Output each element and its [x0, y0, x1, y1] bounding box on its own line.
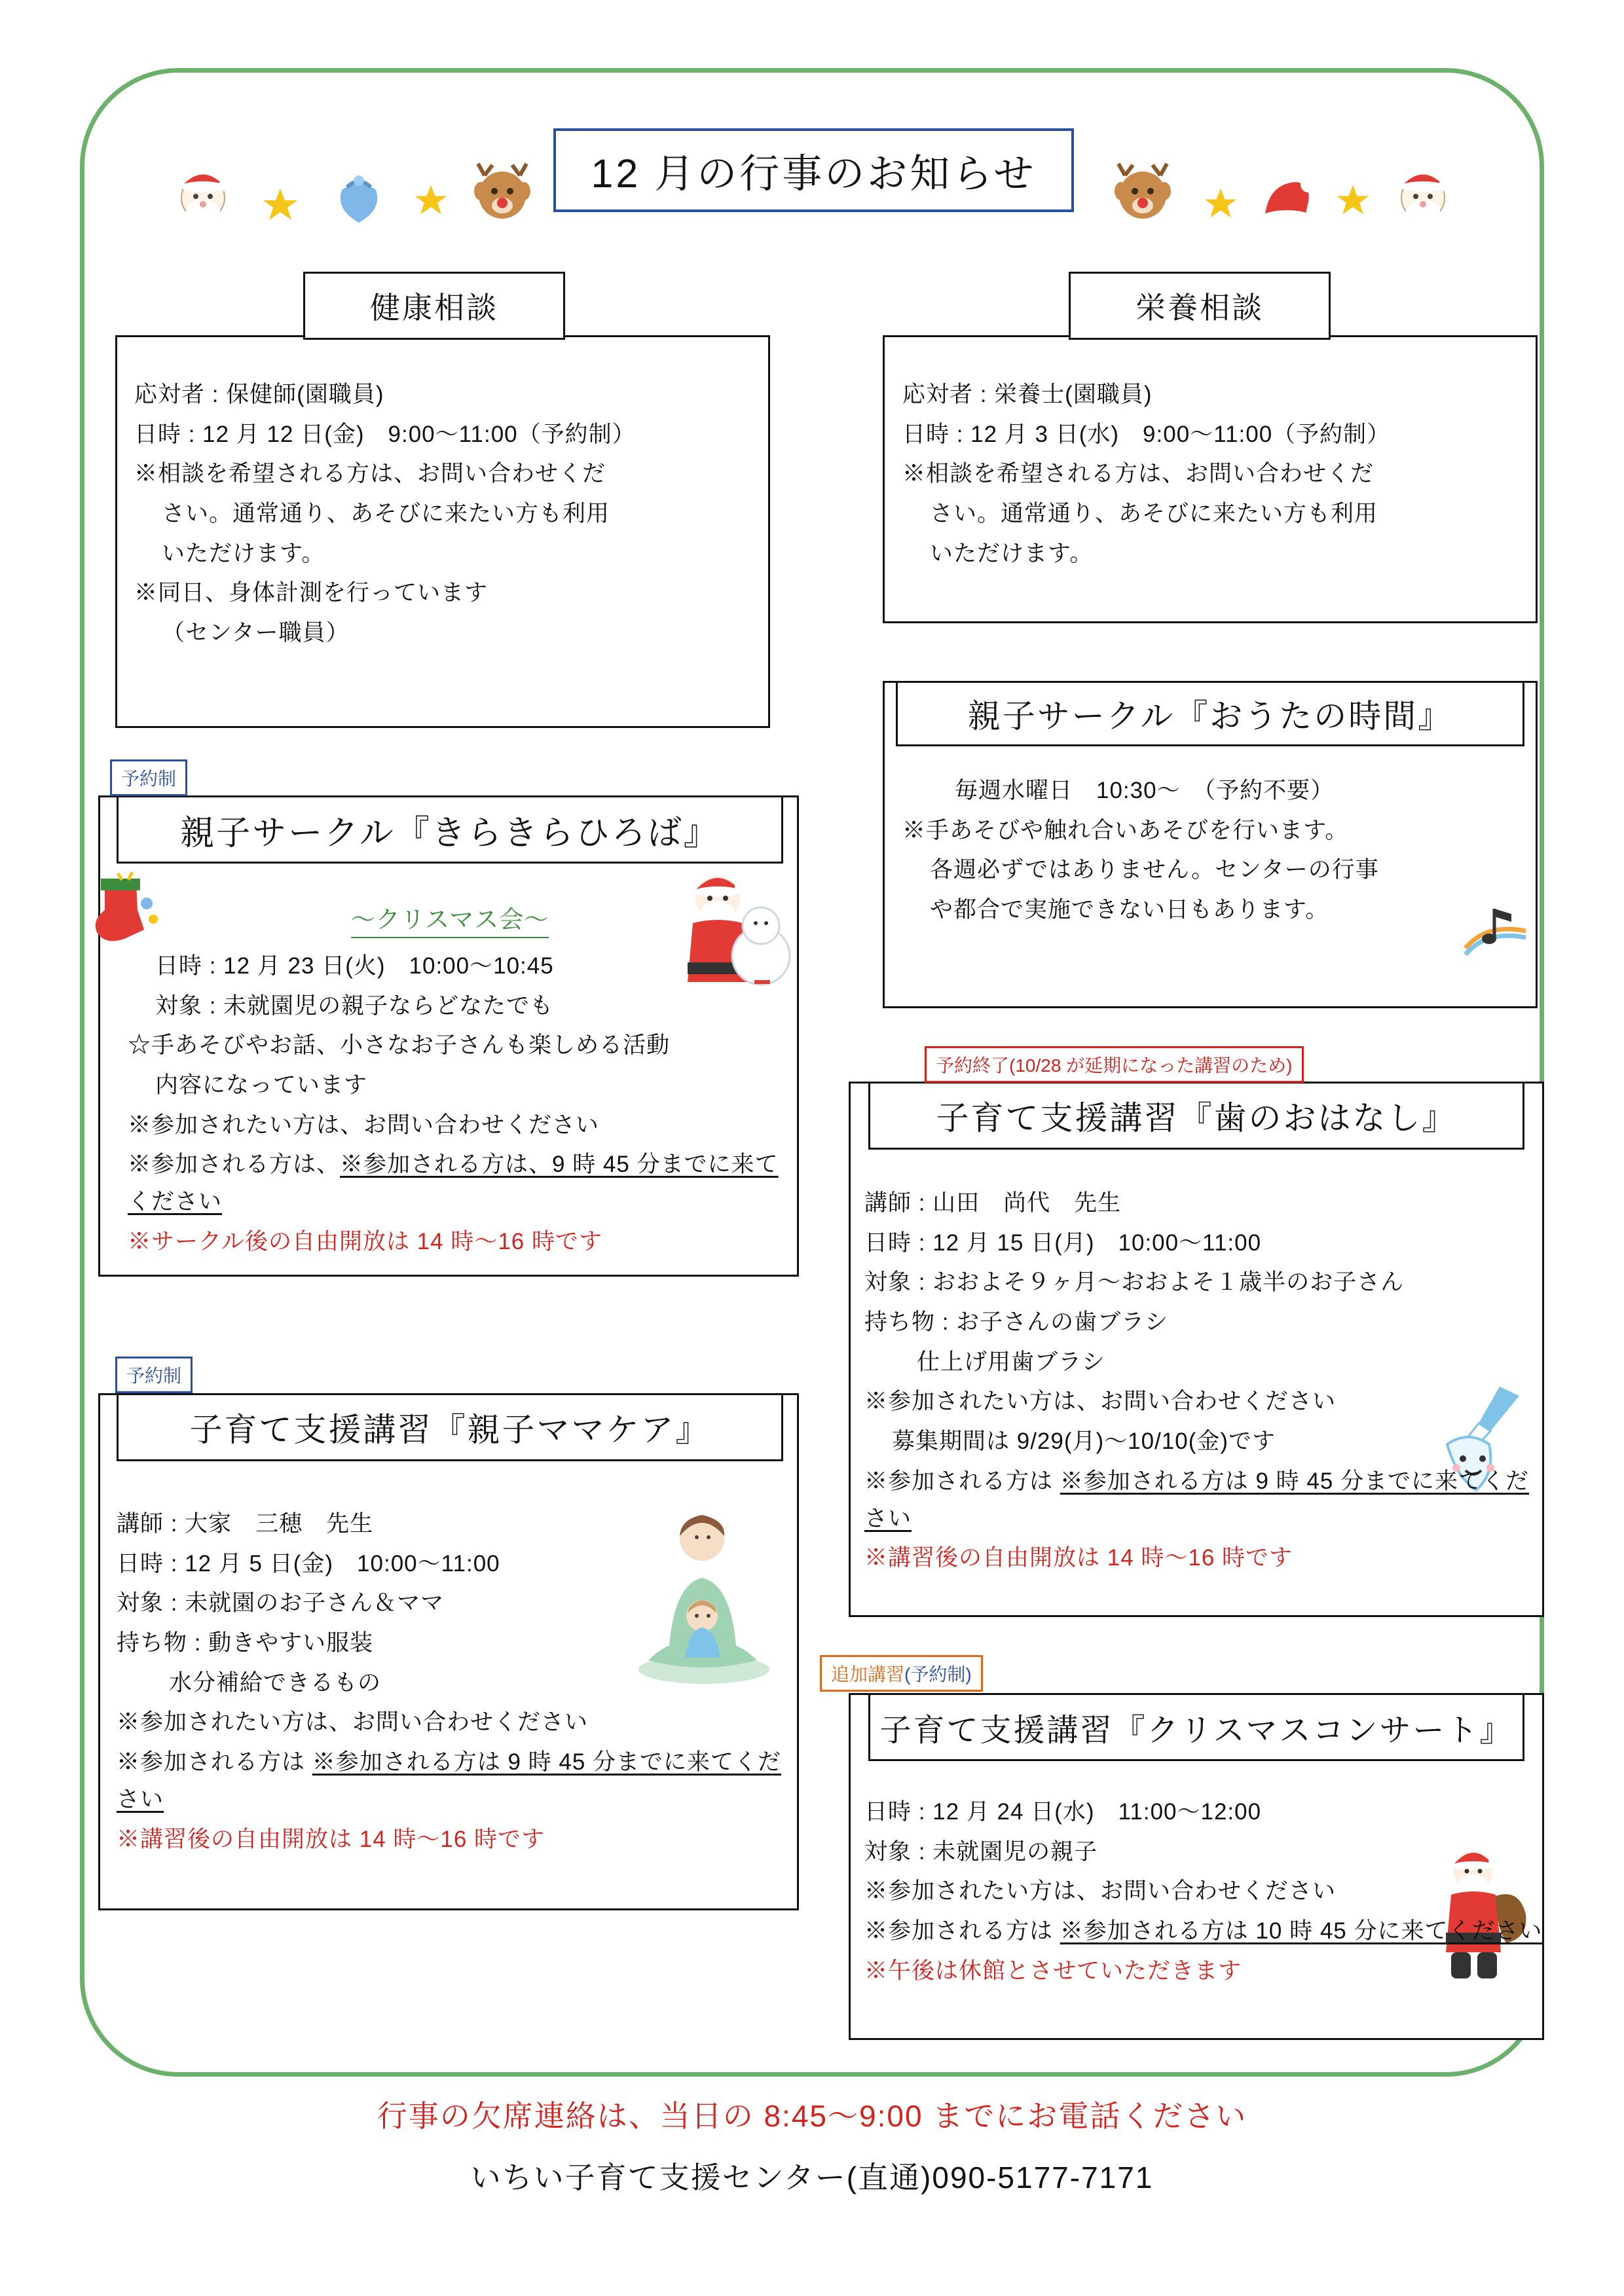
- kirakira-line-7: ※サークル後の自由開放は 14 時～16 時です: [128, 1228, 602, 1254]
- teeth-line-3: 対象 : おおよそ９ヶ月～おおよそ１歳半のお子さん: [864, 1269, 1405, 1296]
- mamacare-reservation-tag: [115, 1357, 193, 1393]
- nutrition-line-4: さい。通常通り、あそびに来たい方も利用: [930, 501, 1378, 527]
- teeth-course-header: [868, 1082, 1524, 1150]
- kirakira-line-6-underline: ※参加される方は、9 時 45 分までに来てください: [128, 1152, 779, 1215]
- teeth-line-5: 仕上げ用歯ブラシ: [917, 1349, 1106, 1375]
- song-circle-line-1: 毎週水曜日 10:30～ （予約不要）: [955, 778, 1335, 803]
- teeth-line-6: ※参加されたい方は、お問い合わせください: [864, 1389, 1337, 1415]
- reindeer-icon-right: [1107, 157, 1179, 229]
- mamacare-line-7: ※参加される方は ※参加される方は 9 時 45 分までに来てください: [117, 1749, 782, 1812]
- kirakira-line-4: 内容になっています: [155, 1072, 368, 1099]
- star-icon-4: [1336, 183, 1370, 217]
- kirakira-line-6: ※参加される方は、※参加される方は、9 時 45 分までに来てください: [128, 1152, 779, 1215]
- nutrition-consultation-header: [1069, 272, 1331, 340]
- health-consultation-title: 健康相談: [370, 291, 498, 325]
- kirakira-line-1: 日時 : 12 月 23 日(火) 10:00～10:45: [155, 953, 554, 979]
- santa-icon-left: [167, 157, 239, 229]
- teeth-line-7: 募集期間は 9/29(月)～10/10(金)です: [892, 1429, 1276, 1455]
- teeth-course-status-tag: [925, 1046, 1304, 1083]
- teeth-course-title: 子育て支援講習『歯のおはなし』: [936, 1100, 1457, 1137]
- health-line-7: （センター職員）: [162, 620, 350, 646]
- kirakira-circle-header: [117, 795, 783, 864]
- footer-absence-notice: 行事の欠席連絡は、当日の 8:45～9:00 までにお電話ください: [377, 2099, 1247, 2133]
- star-icon-3: [1204, 187, 1238, 221]
- kirakira-line-5: ※参加されたい方は、お問い合わせください: [128, 1112, 600, 1138]
- song-circle-title: 親子サークル『おうたの時間』: [967, 698, 1453, 735]
- santa-icon-right: [1387, 157, 1459, 229]
- kirakira-line-2: 対象 : 未就園児の親子ならどなたでも: [155, 993, 554, 1019]
- page-title-text: 12 月の行事のお知らせ: [591, 151, 1037, 196]
- star-icon-2: [414, 183, 448, 217]
- kirakira-tag-text: 予約制: [121, 769, 177, 789]
- teeth-course-body: [864, 1185, 1545, 1580]
- mamacare-line-8: ※講習後の自由開放は 14 時～16 時です: [117, 1826, 545, 1852]
- page-title: [553, 128, 1074, 212]
- mamacare-line-4: 持ち物 : 動きやすい服装: [117, 1630, 374, 1656]
- mamacare-course-body: [117, 1506, 791, 1861]
- health-line-4: さい。通常通り、あそびに来たい方も利用: [162, 501, 610, 527]
- song-circle-line-2: ※手あそびや触れ合いあそびを行います。: [902, 817, 1349, 843]
- nutrition-consultation-body: [902, 376, 1531, 575]
- teeth-line-9: ※講習後の自由開放は 14 時～16 時です: [864, 1545, 1293, 1571]
- concert-line-3: ※参加されたい方は、お問い合わせください: [864, 1878, 1337, 1904]
- health-line-3: ※相談を希望される方は、お問い合わせくだ: [134, 461, 606, 487]
- gift-bag-icon: [327, 164, 390, 227]
- song-circle-line-3: 各週必ずではありません。センターの行事: [930, 857, 1379, 883]
- kirakira-subtitle: [117, 900, 783, 939]
- kirakira-circle-title: 親子サークル『きらきらひろば』: [180, 814, 720, 852]
- kirakira-line-3: ☆手あそびやお話、小さなお子さんも楽しめる活動: [128, 1032, 671, 1059]
- health-line-6: ※同日、身体計測を行っています: [134, 580, 489, 606]
- song-circle-body: [902, 773, 1531, 932]
- teeth-tag-text: 予約終了(10/28 が延期になった講習のため): [936, 1055, 1293, 1076]
- nutrition-consultation-title: 栄養相談: [1135, 291, 1264, 325]
- concert-tag-suffix: (予約制): [904, 1664, 972, 1685]
- teeth-line-8-underline: ※参加される方は 9 時 45 分までに来てください: [864, 1468, 1530, 1531]
- mamacare-line-3: 対象 : 未就園のお子さん＆ママ: [117, 1590, 445, 1616]
- teeth-line-8: ※参加される方は ※参加される方は 9 時 45 分までに来てください: [864, 1468, 1530, 1531]
- song-circle-header: [896, 681, 1524, 746]
- health-line-5: いただけます。: [162, 540, 325, 566]
- mamacare-line-6: ※参加されたい方は、お問い合わせください: [117, 1709, 589, 1736]
- health-consultation-body: [134, 376, 763, 655]
- concert-course-header: [868, 1693, 1524, 1761]
- teeth-line-4: 持ち物 : お子さんの歯ブラシ: [864, 1309, 1169, 1336]
- concert-line-4: ※参加される方は ※参加される方は 10 時 45 分に来てください: [864, 1918, 1543, 1944]
- concert-line-4-underline: ※参加される方は 10 時 45 分に来てください: [1060, 1918, 1543, 1944]
- health-line-2: 日時 : 12 月 12 日(金) 9:00～11:00（予約制）: [134, 421, 636, 447]
- teeth-line-2: 日時 : 12 月 15 日(月) 10:00～11:00: [864, 1230, 1262, 1256]
- concert-line-5: ※午後は休館とさせていただきます: [864, 1958, 1242, 1984]
- mamacare-course-header: [117, 1393, 783, 1461]
- nutrition-line-2: 日時 : 12 月 3 日(水) 9:00～11:00（予約制）: [902, 421, 1391, 447]
- concert-line-1: 日時 : 12 月 24 日(水) 11:00～12:00: [864, 1799, 1262, 1825]
- nutrition-line-1: 応対者 : 栄養士(園職員): [902, 382, 1153, 407]
- song-circle-line-4: や都合で実施できない日もあります。: [930, 897, 1329, 923]
- concert-course-body: [864, 1794, 1545, 1992]
- concert-course-title: 子育て支援講習『クリスマスコンサート』: [879, 1713, 1513, 1748]
- mamacare-line-7-underline: ※参加される方は 9 時 45 分までに来てください: [117, 1749, 782, 1812]
- mamacare-tag-text: 予約制: [126, 1366, 182, 1386]
- kirakira-subtitle-text: ～クリスマス会～: [351, 906, 549, 938]
- kirakira-circle-body: [128, 948, 796, 1264]
- santa-hat-icon: [1256, 170, 1319, 233]
- mamacare-line-5: 水分補給できるもの: [169, 1669, 382, 1696]
- concert-line-2: 対象 : 未就園児の親子: [864, 1838, 1098, 1865]
- reindeer-icon-left: [466, 157, 538, 229]
- concert-additional-tag: [820, 1655, 983, 1692]
- footer-center-contact: いちい子育て支援センター(直通)090-5177-7171: [470, 2160, 1154, 2195]
- nutrition-line-3: ※相談を希望される方は、お問い合わせくだ: [902, 461, 1375, 487]
- kirakira-reservation-tag: [110, 759, 187, 796]
- mamacare-line-1: 講師 : 大家 三穂 先生: [117, 1511, 374, 1537]
- concert-tag-prefix: 追加講習: [831, 1664, 905, 1685]
- teeth-line-1: 講師 : 山田 尚代 先生: [864, 1190, 1122, 1216]
- mamacare-course-title: 子育て支援講習『親子ママケア』: [189, 1412, 710, 1448]
- nutrition-line-5: いただけます。: [930, 540, 1094, 566]
- health-consultation-header: [303, 272, 565, 340]
- mamacare-line-2: 日時 : 12 月 5 日(金) 10:00～11:00: [117, 1550, 500, 1576]
- health-line-1: 応対者 : 保健師(園職員): [134, 382, 384, 407]
- star-icon-1: [262, 187, 299, 223]
